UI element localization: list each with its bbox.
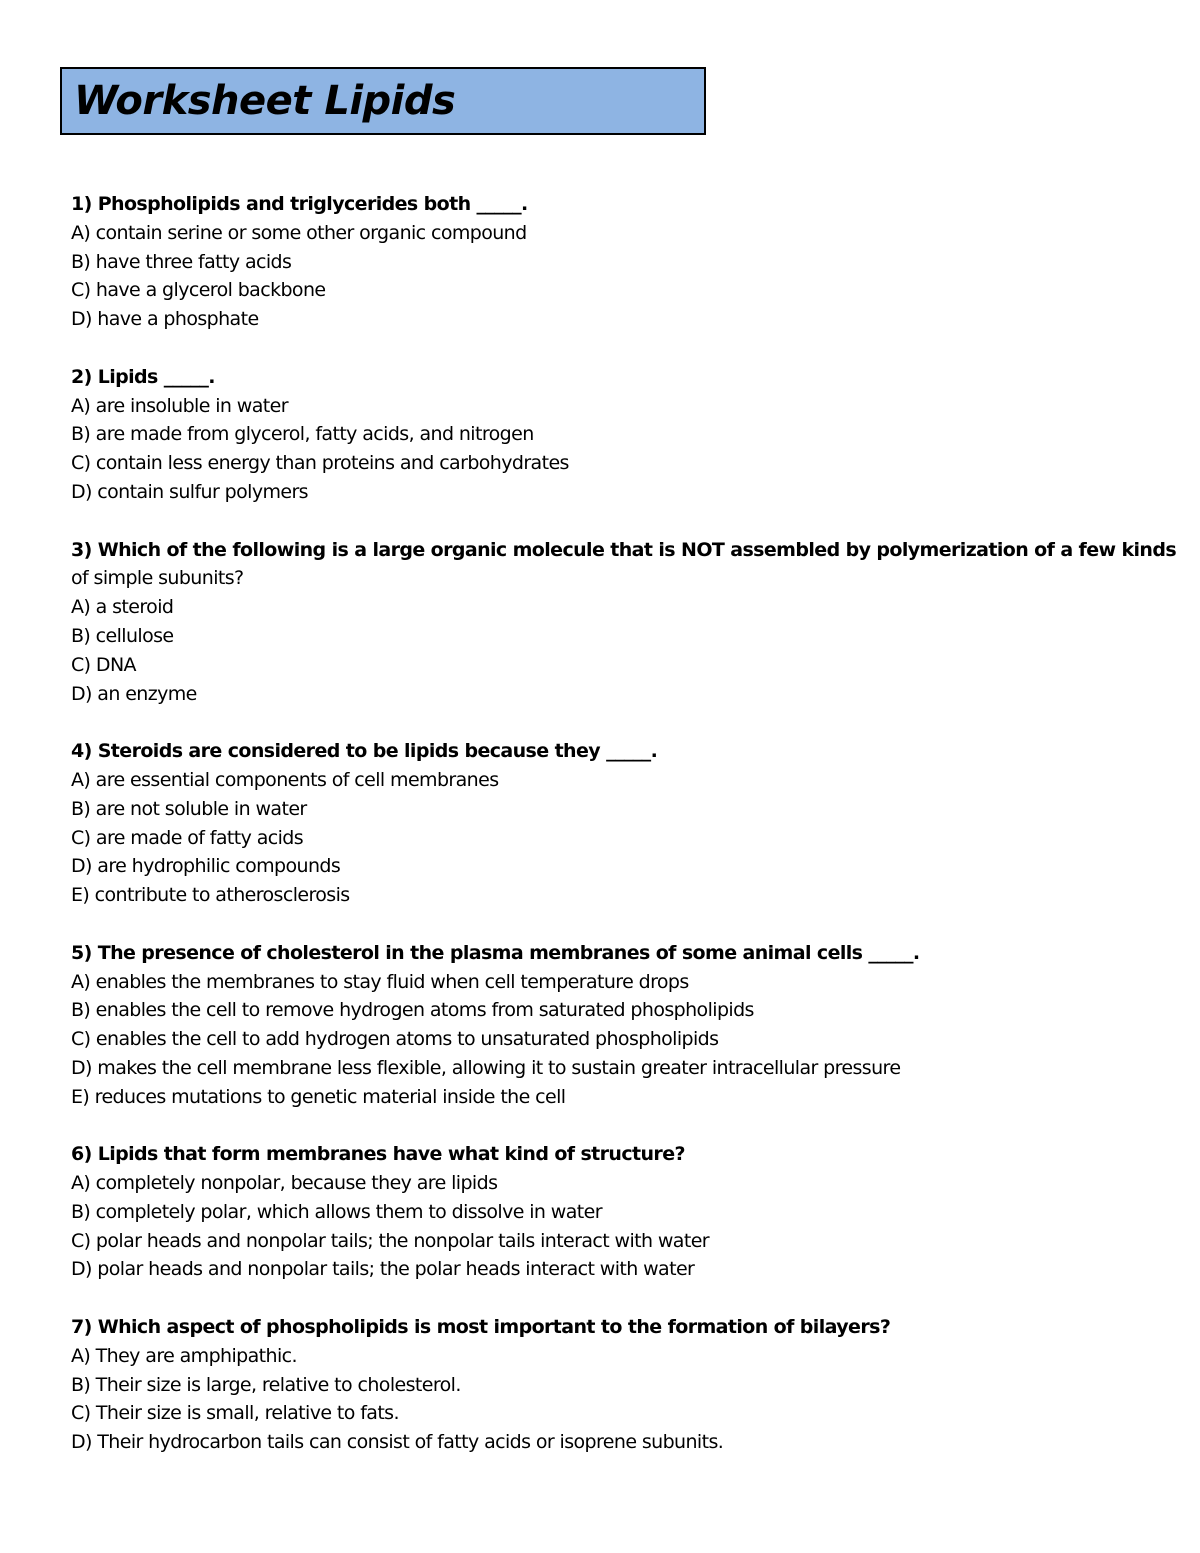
answer-option: C) have a glycerol backbone [71,279,326,302]
answer-option: A) They are amphipathic. [71,1344,297,1367]
answer-option: D) makes the cell membrane less flexible, allowing it to sustain greater intracellular pressure [71,1056,901,1079]
answer-option: C) DNA [71,653,136,676]
answer-option: C) are made of fatty acids [71,826,304,849]
answer-option: B) are made from glycerol, fatty acids, and nitrogen [71,423,534,446]
answer-option: C) Their size is small, relative to fats. [71,1402,399,1425]
answer-option: B) cellulose [71,624,174,647]
question-stem: 4) Steroids are considered to be lipids because they _____. [71,740,658,763]
question-stem: 1) Phospholipids and triglycerides both _____. [71,193,528,215]
answer-option: A) enables the membranes to stay fluid when cell temperature drops [71,970,689,993]
question-stem-continued: of simple subunits? [71,567,244,590]
question-5 [71,939,1141,1112]
question-list [71,190,1177,1486]
question-3 [71,536,1177,709]
question-stem: 5) The presence of cholesterol in the plasma membranes of some animal cells _____. [71,941,920,964]
question-stem: 7) Which aspect of phospholipids is most important to the formation of bilayers? [71,1316,891,1339]
answer-option: E) contribute to atherosclerosis [71,884,350,907]
answer-option: A) are insoluble in water [71,394,288,417]
answer-option: A) contain serine or some other organic compound [71,221,527,244]
question-2 [71,363,1141,507]
answer-option: C) contain less energy than proteins and carbohydrates [71,452,569,475]
answer-option: C) enables the cell to add hydrogen atoms to unsaturated phospholipids [71,1028,719,1051]
answer-option: D) are hydrophilic compounds [71,855,341,878]
answer-option: E) reduces mutations to genetic material inside the cell [71,1085,566,1108]
question-stem: 3) Which of the following is a large organic molecule that is NOT assembled by polymerization of a few kinds [71,538,1177,561]
answer-option: A) completely nonpolar, because they are lipids [71,1172,498,1195]
answer-option: B) enables the cell to remove hydrogen atoms from saturated phospholipids [71,999,754,1022]
answer-option: B) Their size is large, relative to cholesterol. [71,1373,461,1396]
question-stem: 2) Lipids _____. [71,365,215,388]
answer-option: D) polar heads and nonpolar tails; the polar heads interact with water [71,1258,695,1281]
title-box [60,67,706,135]
question-4 [71,737,1141,910]
question-1 [71,190,1141,334]
answer-option: A) are essential components of cell membranes [71,768,499,791]
question-7 [71,1313,1141,1457]
answer-option: A) a steroid [71,596,174,619]
answer-option: D) an enzyme [71,682,197,705]
question-stem: 6) Lipids that form membranes have what kind of structure? [71,1143,685,1166]
answer-option: D) contain sulfur polymers [71,480,308,503]
answer-option: D) Their hydrocarbon tails can consist of fatty acids or isoprene subunits. [71,1431,724,1454]
answer-option: B) completely polar, which allows them to dissolve in water [71,1200,602,1223]
page-title: Worksheet Lipids [74,78,456,124]
answer-option: C) polar heads and nonpolar tails; the nonpolar tails interact with water [71,1229,710,1252]
question-6 [71,1140,1141,1284]
answer-option: D) have a phosphate [71,308,259,331]
answer-option: B) are not soluble in water [71,797,307,820]
answer-option: B) have three fatty acids [71,250,292,273]
